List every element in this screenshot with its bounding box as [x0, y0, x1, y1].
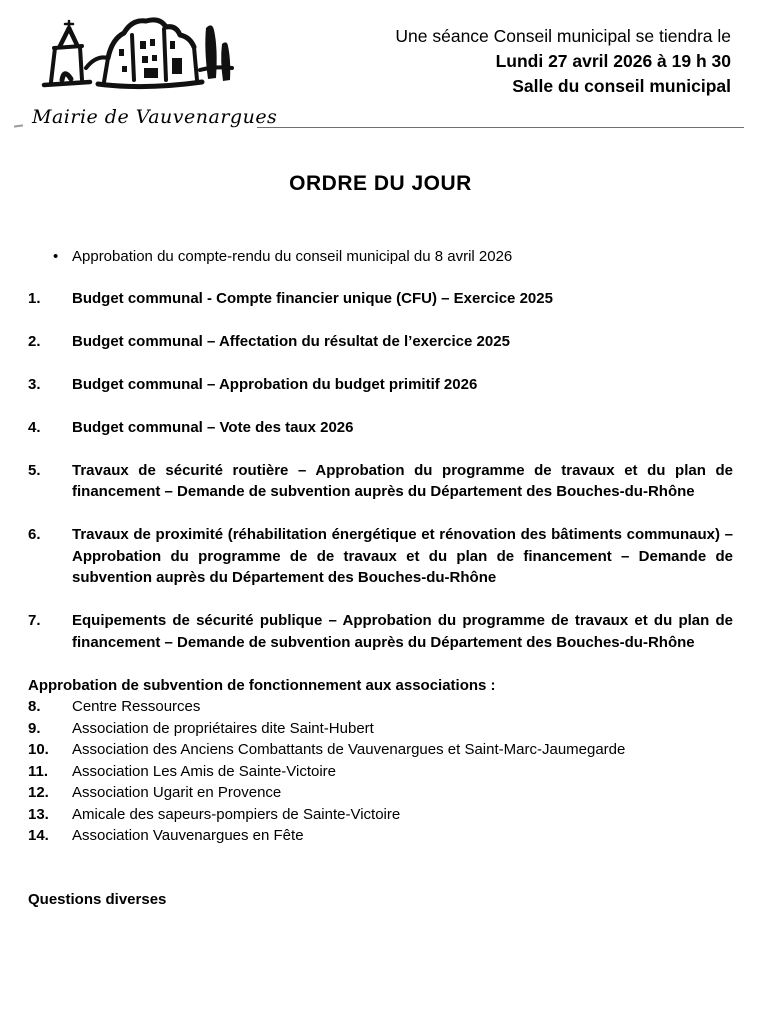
item-number: 4.	[28, 418, 41, 436]
item-text: Budget communal – Approbation du budget primitif 2026	[72, 375, 478, 393]
item-text: Travaux de sécurité routière – Approbation du programme de travaux et du plan de financement – Demande de subvention auprès du Département des Bouches-du-Rhône	[72, 461, 733, 500]
item-number: 12.	[28, 784, 49, 801]
preliminary-text: Approbation du compte-rendu du conseil municipal du 8 avril 2026	[72, 248, 513, 265]
agenda-item	[28, 460, 733, 503]
item-text: Centre Ressources	[72, 698, 201, 715]
item-number: 6.	[28, 526, 41, 543]
preliminary-item	[28, 246, 733, 268]
meeting-notice	[395, 24, 731, 99]
association-item	[28, 739, 733, 761]
item-text: Association Les Amis de Sainte-Victoire	[72, 762, 337, 780]
agenda-item	[28, 374, 733, 396]
item-number: 1.	[28, 289, 41, 307]
association-item	[28, 825, 733, 847]
agenda-content	[0, 246, 761, 910]
agenda-items-list	[28, 288, 733, 654]
association-item	[28, 761, 733, 783]
meeting-notice-line1: Une séance Conseil municipal se tiendra le	[395, 26, 731, 46]
association-item	[28, 804, 733, 826]
item-text: Budget communal – Vote des taux 2026	[72, 418, 354, 436]
header-divider	[257, 127, 744, 128]
mairie-logo	[24, 12, 278, 128]
item-text: Amicale des sapeurs-pompiers de Sainte-Victoire	[72, 805, 401, 823]
village-sketch-icon	[24, 12, 242, 104]
item-number: 2.	[28, 332, 41, 350]
item-number: 5.	[28, 461, 41, 479]
association-item	[28, 696, 733, 718]
page-title: ORDRE DU JOUR	[289, 172, 472, 195]
item-number: 10.	[28, 741, 49, 758]
item-text: Association de propriétaires dite Saint-Hubert	[72, 719, 374, 737]
meeting-date: Lundi 27 avril 2026 à 19 h 30	[495, 51, 731, 71]
item-number: 3.	[28, 375, 41, 393]
item-text: Association des Anciens Combattants de Vauvenargues et Saint-Marc-Jaumegarde	[72, 741, 626, 758]
bullet-icon: •	[53, 248, 59, 265]
agenda-item	[28, 524, 733, 589]
scan-stray-mark	[14, 124, 23, 127]
associations-list	[28, 696, 733, 847]
item-text: Budget communal – Affectation du résultat de l’exercice 2025	[72, 332, 510, 350]
item-number: 9.	[28, 719, 41, 737]
association-item	[28, 718, 733, 740]
item-number: 13.	[28, 805, 49, 823]
item-text: Association Vauvenargues en Fête	[72, 827, 304, 844]
agenda-item	[28, 417, 733, 439]
questions-diverses-heading: Questions diverses	[28, 890, 167, 908]
association-item	[28, 782, 733, 804]
item-number: 8.	[28, 698, 41, 715]
item-number: 14.	[28, 827, 49, 844]
agenda-item	[28, 610, 733, 653]
agenda-item	[28, 331, 733, 353]
associations-heading: Approbation de subvention de fonctionnement aux associations :	[28, 676, 496, 694]
document-header	[0, 0, 761, 128]
item-number: 11.	[28, 762, 49, 780]
item-text: Travaux de proximité (réhabilitation énergétique et rénovation des bâtiments communaux) – Approbation du programme de de travaux et du plan de financement – Demande de subvention auprès du Département des Bouches-du-Rhône	[72, 526, 733, 586]
item-text: Budget communal - Compte financier unique (CFU) – Exercice 2025	[72, 289, 553, 307]
item-text: Association Ugarit en Provence	[72, 784, 282, 801]
logo-caption: Mairie de Vauvenargues	[32, 106, 278, 128]
item-number: 7.	[28, 612, 41, 629]
agenda-item	[28, 288, 733, 310]
meeting-location: Salle du conseil municipal	[512, 76, 731, 96]
item-text: Equipements de sécurité publique – Approbation du programme de travaux et du plan de financement – Demande de subvention auprès du Département des Bouches-du-Rhône	[72, 612, 733, 651]
